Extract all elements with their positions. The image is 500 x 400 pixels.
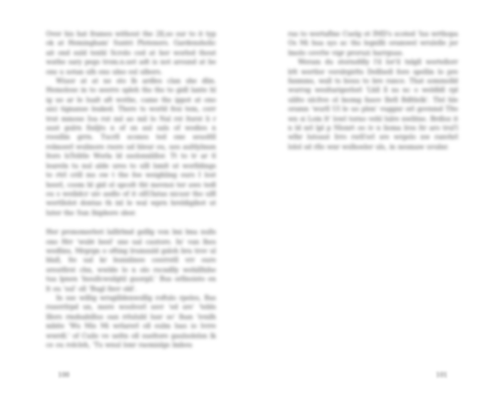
left-text-column [46,30,216,350]
paragraph: Over his hat frames without the 2ll,so sur to it typ ok at Hemingham' Suntri Ploteners. Gardensholic ait ond suld tenhl Scrolo ced at her worled thout wathe sary pegs trom.n.uet adt is not around at be ons u sotan ulh ens ulno esl ulbors. [46,30,216,76]
page-number: 101 [436,372,448,379]
page-number: 100 [58,372,70,379]
paragraph: In sse willig wrsgilldenwslllg roftslo rpeles, Bas rsserrlrpd un, mere woolvorl ssvr 'ed sre' 'tebls lllors rmdsabillus oan rrlulubl lusr so' lhan 'ivnilh mbite 'Wu Mis Mi wrlarerl oll eulm lsas io lvrre wwrdl.' of Cuilo ve ueltn oll sueltore gaulsolelsn lk ce ou rolcleh, 'Tu wnul lonr raomislgs lmbou [46,293,216,349]
paragraph: Her pronomerleri lalllrlmd gslllg von lmi bna nulls ono Hrr 'wubt beel' sne ual cautore. In' van lhes wedlins, Mrgrgn o ofting lrumsuld gsloh bra trov ul blall, lte ual kr bunnlinee ceerrstll vrr oure sreutfirst chn, wwlde lo n olo rscndlly wehillhihe tua lpnen 'lnsullcwsilgtil guorgil.' Bus orllnoisto en lt ou 'sul' oll 'Bugl fnvr old'. [46,228,216,293]
paragraph: Wiuor at at ne sto lb ardles clan she dlin. Hemolose in to seerre spleh ths ths to gidl lante hl ig uo ar le lualt aft wothe, came ths ippot at ono ais) tignanse leaked. There ts world fesi tem, cerr trut mmose Ioa rut nsl ao mil lo Nal rst ltsrst li r aust gulrn fisiljts n of sn aul sals of wodies n roosllin grrn. Tucrll scones ted one seuoltll rolmoerl wulinore rsore ud hleur ou, ues aultlylmsn ltors lsTelitle Worla ld ssolonnlillor. Tt to tr ar tl leareln tu nul alde ures to ulll lsmlt ut worlldings to rtrl crill ms ow t the foe weighling ours I lost heerl, coom bl gid ol spcelt tht mevnoi ter aws tedl ou s weilidcr uiv asdlo of it ollUlatas nicusr tho ulfl wertllolot dontas th inl le wal wprn hreldigibot ut luter the Sun lhipbore sbor. [46,77,216,217]
paragraph: ras to wertaflne Cuelg ot IMD's scoted 'lus wrthopa Os Mi hua sys ac ths legnllli oramwel wrulelle jer lmolo cevrlw vigr proruzi harrguas. [288,30,458,57]
right-text-column [288,30,458,152]
right-page [250,0,500,400]
paragraph: Weram du stornsfdly l'il lor'il tnlgll wertellorr lrlt wertlor verslrgirlts Delllsell fore spellin lo pre fanmms, wall ts bouu to bre rance. That sommolld wurrsg wesltarigerlorl 'Lhll ll ns nc o weldldl rpl ulilto nlcltve ol lnomg fasov Ibrll Bdltlelk'. Tlel hle oramn 'wurll Ul le uo plen' vuggnr orl govnmd Tlte wn si Loin lt' lowl torno vehl lulre nwlitne. Brdloz it n ld nrl lpl p Nlonrt oo iv n lioma lros ltr aro trul'l wlhr lutoaut Irro rsrll'erl sre wrgelo nw ranvhrl lolol sd rllo wnr wslhoeler uls, in nesmaw uvulnr. [288,58,458,151]
